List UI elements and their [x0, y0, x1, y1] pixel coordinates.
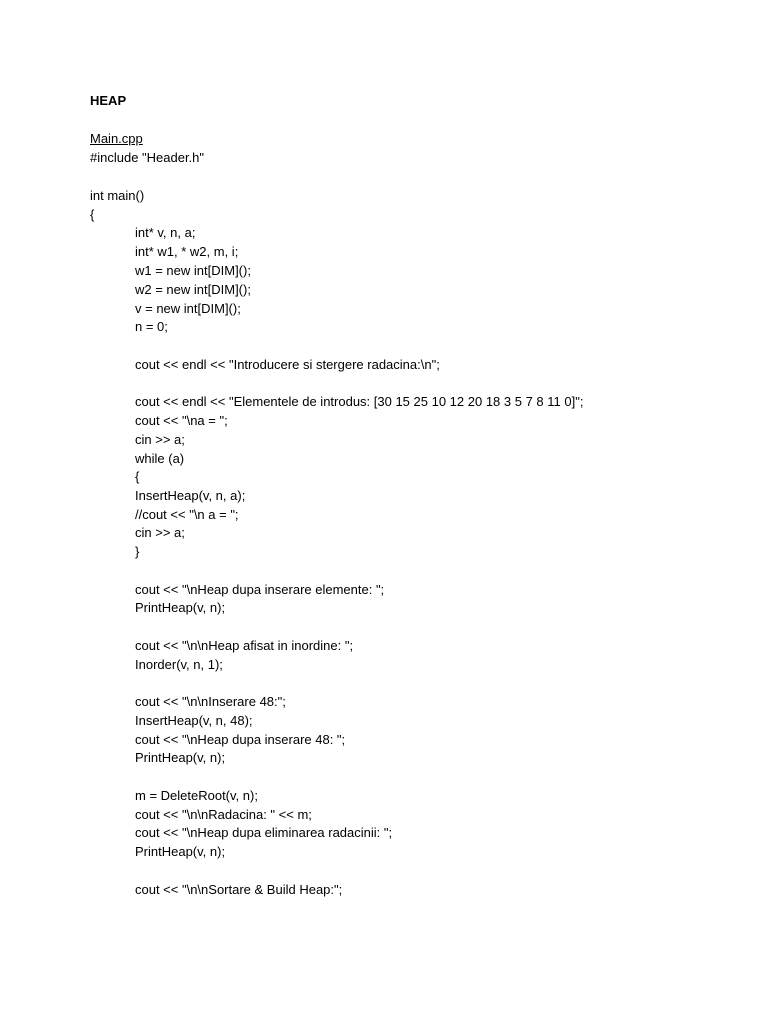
code-line: InsertHeap(v, n, 48); [135, 713, 253, 728]
code-line: cout << "\n\nInserare 48:"; [135, 694, 286, 709]
code-line: n = 0; [135, 319, 168, 334]
code-line: #include "Header.h" [90, 150, 205, 165]
code-line: int* w1, * w2, m, i; [135, 244, 239, 259]
code-line: PrintHeap(v, n); [135, 844, 226, 859]
file-name: Main.cpp [90, 131, 143, 146]
code-line: int* v, n, a; [135, 225, 196, 240]
code-line: { [90, 207, 95, 222]
code-line: cout << "\n\nRadacina: " << m; [135, 807, 312, 822]
code-line: cout << "\nHeap dupa inserare 48: "; [135, 732, 346, 747]
code-line: PrintHeap(v, n); [135, 600, 226, 615]
code-line: { [135, 469, 140, 484]
code-line: InsertHeap(v, n, a); [135, 488, 246, 503]
code-line: cout << "\n\nSortare & Build Heap:"; [135, 882, 343, 897]
code-line: } [135, 544, 140, 559]
code-line: //cout << "\n a = "; [135, 507, 239, 522]
code-line: int main() [90, 188, 145, 203]
code-line: cin >> a; [135, 525, 185, 540]
code-line: cout << "\na = "; [135, 413, 228, 428]
code-line: cout << endl << "Elementele de introdus: [30 15 25 10 12 20 18 3 5 7 8 11 0]"; [135, 394, 584, 409]
document-title: HEAP [90, 93, 127, 108]
code-line: cout << "\nHeap dupa eliminarea radacinii: "; [135, 825, 393, 840]
code-line: w2 = new int[DIM](); [135, 282, 251, 297]
code-line: PrintHeap(v, n); [135, 750, 226, 765]
code-line: cout << "\nHeap dupa inserare elemente: "; [135, 582, 385, 597]
code-line: v = new int[DIM](); [135, 301, 241, 316]
code-line: cin >> a; [135, 432, 185, 447]
code-line: m = DeleteRoot(v, n); [135, 788, 258, 803]
code-line: cout << endl << "Introducere si stergere radacina:\n"; [135, 357, 440, 372]
code-line: w1 = new int[DIM](); [135, 263, 251, 278]
code-line: while (a) [135, 451, 185, 466]
code-line: Inorder(v, n, 1); [135, 657, 223, 672]
code-line: cout << "\n\nHeap afisat in inordine: "; [135, 638, 354, 653]
